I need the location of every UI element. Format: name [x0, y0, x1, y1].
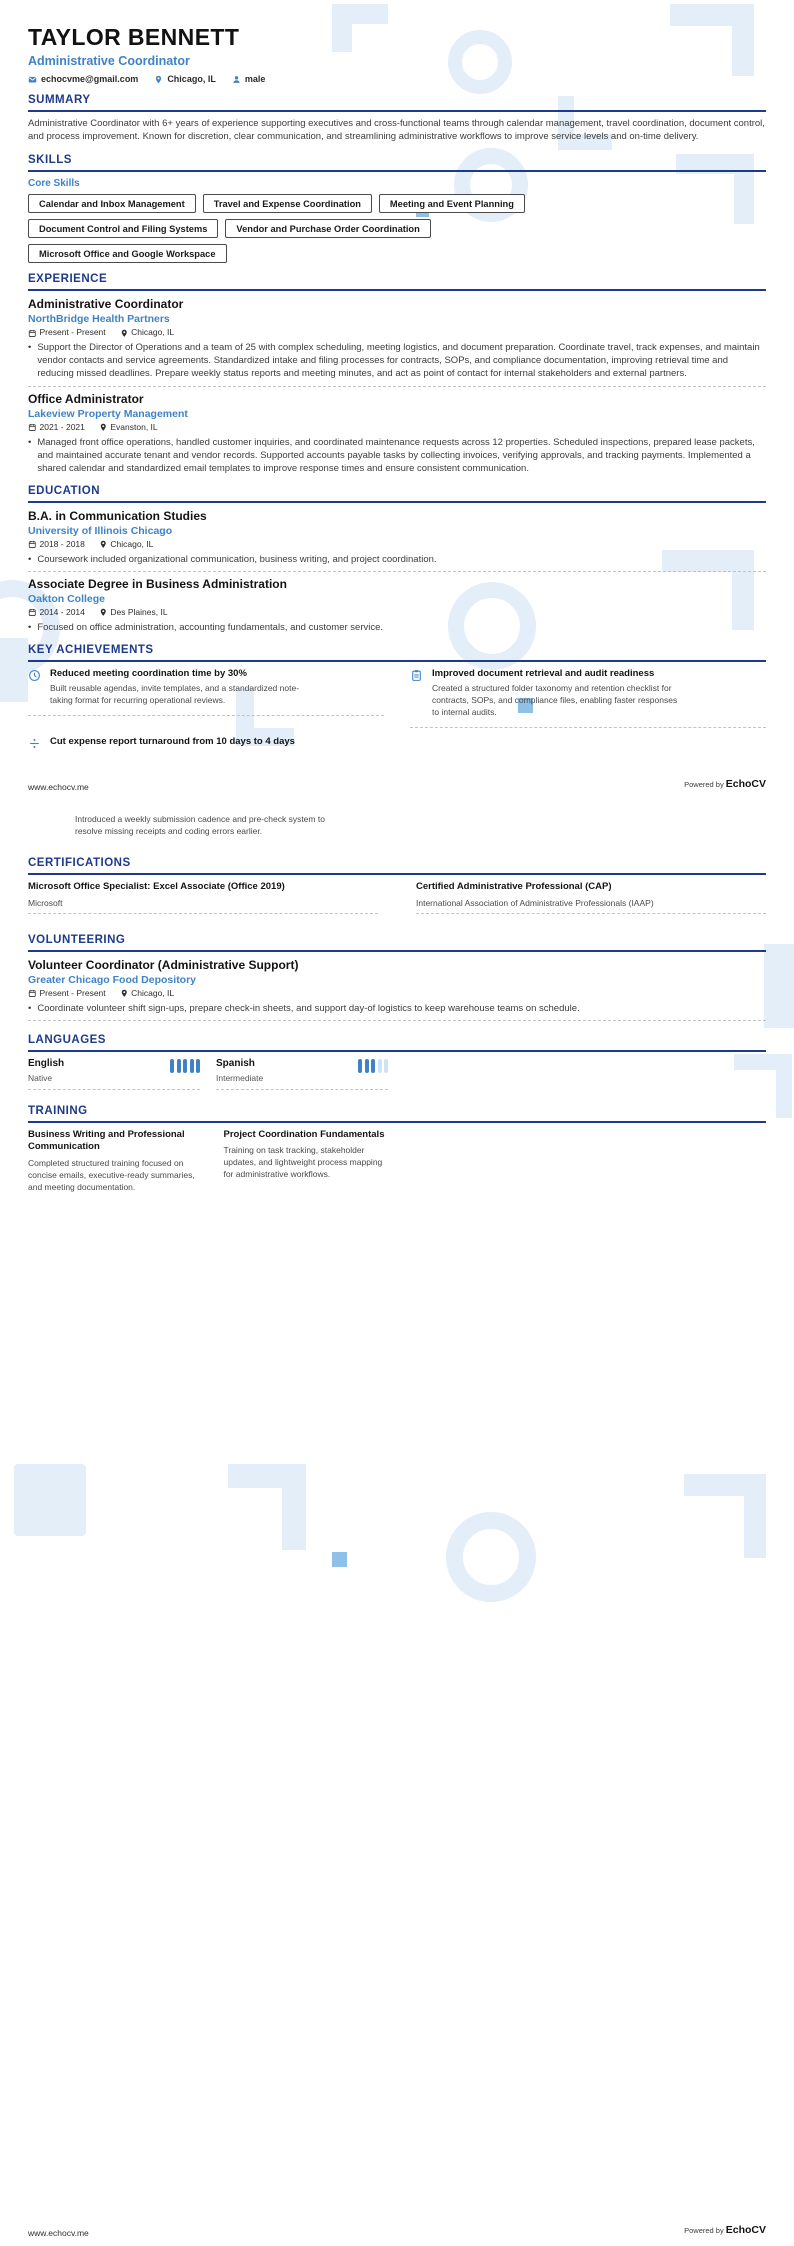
- job-bullet: • Support the Director of Operations and a team of 25 with complex scheduling, meeting logistics, and document preparation. Coordinate travel, track expenses, and maintain vendor contacts and service agreements. Standardized intake and filing processes for contracts, SOPs, and compliance documentation, improving retrieval time and reducing missed deadlines. Prepare weekly status reports and meeting minutes, and act as point of contact for internal stakeholders and external partners.: [28, 342, 760, 380]
- contact-email[interactable]: [28, 74, 138, 84]
- achievement-continuation-text: Introduced a weekly submission cadence and pre-check system to resolve missing receipts and coding errors earlier.: [75, 814, 325, 837]
- language-name: English: [28, 1057, 65, 1069]
- job-location: Evanston, IL: [99, 422, 158, 433]
- dashed-divider: [28, 386, 766, 387]
- languages-section: [28, 1033, 766, 1090]
- language-name: Spanish: [216, 1057, 255, 1069]
- volunteering-entry: [28, 958, 766, 1015]
- volunteering-section: [28, 933, 766, 1021]
- decor-square: [332, 1552, 347, 1567]
- certification-item: [28, 881, 378, 919]
- certification-issuer: International Association of Administrative Professionals (IAAP): [416, 897, 654, 908]
- training-item: [224, 1129, 394, 1194]
- education-meta: [28, 607, 766, 618]
- education-location: Chicago, IL: [99, 539, 154, 550]
- contact-email-text: echocvme@gmail.com: [41, 74, 139, 85]
- education-bullet: • Focused on office administration, accounting fundamentals, and customer service.: [28, 622, 384, 634]
- training-section: [28, 1104, 766, 1194]
- education-bullet: • Coursework included organizational communication, business writing, and project coordination.: [28, 553, 437, 565]
- volunteer-location: Chicago, IL: [120, 988, 175, 999]
- language-level-label: Native: [28, 1072, 53, 1083]
- skill-chip: Calendar and Inbox Management: [28, 194, 196, 213]
- job-company: Lakeview Property Management: [28, 407, 188, 420]
- dashed-divider: [28, 571, 766, 572]
- footer-site-link[interactable]: www.echocv.me: [28, 2228, 89, 2238]
- languages-grid: [28, 1058, 388, 1090]
- volunteering-heading: VOLUNTEERING: [28, 933, 766, 952]
- location-icon: [120, 329, 129, 338]
- training-grid: [28, 1129, 393, 1194]
- job-bullets: [28, 436, 766, 475]
- skills-section: [28, 153, 766, 263]
- experience-entry: [28, 297, 766, 380]
- achievement-item: [28, 736, 384, 758]
- skill-chip: Travel and Expense Coordination: [203, 194, 372, 213]
- footer-branding: Powered by EchoCV: [684, 2224, 766, 2236]
- education-meta: [28, 539, 766, 550]
- page-footer: [28, 2220, 766, 2238]
- calendar-icon: [28, 608, 37, 617]
- job-title: Office Administrator: [28, 391, 144, 406]
- job-meta: [28, 327, 766, 338]
- calendar-icon: [28, 540, 37, 549]
- job-title: Administrative Coordinator: [28, 297, 184, 312]
- resume-header: [28, 24, 766, 84]
- language-level-bars: [170, 1059, 200, 1073]
- training-text: Completed structured training focused on concise emails, executive-ready summaries, and meeting documentation.: [28, 1157, 195, 1192]
- calendar-icon: [28, 989, 37, 998]
- languages-heading: LANGUAGES: [28, 1033, 766, 1052]
- achievement-title: Cut expense report turnaround from 10 days to 4 days: [50, 736, 295, 748]
- achievement-item: [28, 668, 384, 716]
- skill-chip: Vendor and Purchase Order Coordination: [225, 219, 430, 238]
- volunteer-dates: Present - Present: [28, 988, 106, 999]
- location-icon: [99, 608, 108, 617]
- contact-gender: [232, 74, 266, 84]
- location-icon: [154, 75, 163, 84]
- language-item: [216, 1058, 388, 1090]
- volunteer-bullets: [28, 1002, 766, 1015]
- divide-icon: [28, 737, 41, 750]
- achievement-text: Built reusable agendas, invite templates, and a standardized note-taking format for recurring operational reviews.: [50, 683, 300, 706]
- dashed-divider: [416, 913, 766, 914]
- education-entry: [28, 577, 766, 634]
- job-bullet: • Managed front office operations, handled customer inquiries, and coordinated maintenance requests across 12 properties. Scheduled inspections, prepared lease packets, and maintained accurate tenant and vendor records. Supported accounts payable tasks by collecting invoices, verifying approvals, and tracking payments. Implemented a shared calendar and standardized email templates to improve response times and ensure consistent communication.: [28, 436, 755, 474]
- certifications-heading: CERTIFICATIONS: [28, 856, 766, 875]
- language-item: [28, 1058, 200, 1090]
- education-dates: 2018 - 2018: [28, 539, 85, 550]
- education-location: Des Plaines, IL: [99, 607, 168, 618]
- volunteer-role-title: Volunteer Coordinator (Administrative Support): [28, 957, 299, 972]
- training-text: Training on task tracking, stakeholder updates, and lightweight process mapping for administrative workflows.: [223, 1145, 383, 1180]
- skill-chip: Meeting and Event Planning: [379, 194, 525, 213]
- achievement-text: Created a structured folder taxonomy and retention checklist for contracts, SOPs, and compliance files, enabling faster responses to internal audits.: [432, 683, 678, 718]
- contact-location: [154, 74, 216, 84]
- mail-icon: [28, 75, 37, 84]
- clock-icon: [28, 669, 41, 682]
- decor-square: [14, 1464, 86, 1536]
- brand-name: EchoCV: [725, 2224, 766, 2236]
- language-level-bars: [358, 1059, 388, 1073]
- training-title: Business Writing and Professional Communication: [28, 1128, 185, 1153]
- contact-gender-text: male: [244, 74, 266, 85]
- skills-heading: SKILLS: [28, 153, 766, 172]
- education-heading: EDUCATION: [28, 484, 766, 503]
- education-entry: [28, 509, 766, 566]
- footer-site-link[interactable]: www.echocv.me: [28, 782, 89, 793]
- education-section: [28, 484, 766, 634]
- volunteer-org: Greater Chicago Food Depository: [28, 973, 197, 986]
- achievement-item: [410, 668, 766, 728]
- experience-heading: EXPERIENCE: [28, 272, 766, 291]
- achievement-title: Reduced meeting coordination time by 30%: [50, 668, 247, 680]
- achievements-heading: KEY ACHIEVEMENTS: [28, 643, 766, 662]
- volunteer-meta: [28, 988, 766, 999]
- skills-group-label: Core Skills: [28, 178, 80, 190]
- brand-name: EchoCV: [725, 778, 766, 791]
- job-company: NorthBridge Health Partners: [28, 313, 170, 326]
- decor-ring: [446, 1512, 536, 1602]
- certification-item: [416, 881, 766, 919]
- achievement-title: Improved document retrieval and audit readiness: [432, 668, 655, 680]
- decor-bracket: [684, 1474, 766, 1558]
- degree-title: B.A. in Communication Studies: [28, 508, 207, 523]
- school-name: University of Illinois Chicago: [28, 524, 173, 537]
- dashed-divider: [28, 913, 378, 914]
- school-name: Oakton College: [28, 593, 106, 606]
- certification-title: Microsoft Office Specialist: Excel Associate (Office 2019): [28, 880, 285, 892]
- job-bullets: [28, 341, 766, 380]
- education-bullets: [28, 621, 766, 634]
- summary-text: Administrative Coordinator with 6+ years of experience supporting executives and cross-functional teams through calendar management, travel coordination, document control, and process improvement. Known for discretion, clear communication, and streamlining administrative workflows to improve service levels and on-time delivery.: [28, 118, 765, 143]
- achievements-grid: [28, 668, 766, 758]
- experience-section: [28, 272, 766, 475]
- contact-row: [28, 74, 766, 84]
- experience-entry: [28, 392, 766, 475]
- skill-chip: Document Control and Filing Systems: [28, 219, 218, 238]
- person-icon: [232, 75, 241, 84]
- training-heading: TRAINING: [28, 1104, 766, 1123]
- location-icon: [99, 540, 108, 549]
- skills-chip-list: [28, 194, 528, 263]
- summary-section: [28, 93, 766, 144]
- location-icon: [99, 423, 108, 432]
- certification-issuer: Microsoft: [28, 897, 63, 908]
- person-name: TAYLOR BENNETT: [28, 24, 240, 50]
- person-title: Administrative Coordinator: [28, 54, 190, 69]
- certifications-grid: [28, 881, 766, 919]
- education-bullets: [28, 553, 766, 566]
- certifications-section: [28, 856, 766, 919]
- location-icon: [120, 989, 129, 998]
- footer-branding: Powered by EchoCV: [684, 778, 766, 791]
- clipboard-icon: [410, 669, 423, 682]
- training-item: [28, 1129, 198, 1194]
- volunteer-bullet: • Coordinate volunteer shift sign-ups, prepare check-in sheets, and support day-of logistics to keep warehouse teams on schedule.: [28, 1002, 580, 1014]
- calendar-icon: [28, 423, 37, 432]
- degree-title: Associate Degree in Business Administration: [28, 577, 287, 592]
- job-dates: 2021 - 2021: [28, 422, 85, 433]
- calendar-icon: [28, 329, 37, 338]
- certification-title: Certified Administrative Professional (CAP): [416, 880, 612, 892]
- page-footer: [28, 774, 766, 792]
- training-title: Project Coordination Fundamentals: [223, 1128, 385, 1140]
- job-location: Chicago, IL: [120, 327, 175, 338]
- job-dates: Present - Present: [28, 327, 106, 338]
- dashed-divider: [28, 1020, 766, 1021]
- job-meta: [28, 422, 766, 433]
- decor-bracket: [228, 1464, 306, 1550]
- skill-chip: Microsoft Office and Google Workspace: [28, 244, 227, 263]
- education-dates: 2014 - 2014: [28, 607, 85, 618]
- contact-location-text: Chicago, IL: [167, 74, 216, 85]
- language-level-label: Intermediate: [216, 1072, 264, 1083]
- achievements-section: [28, 643, 766, 758]
- summary-heading: SUMMARY: [28, 93, 766, 112]
